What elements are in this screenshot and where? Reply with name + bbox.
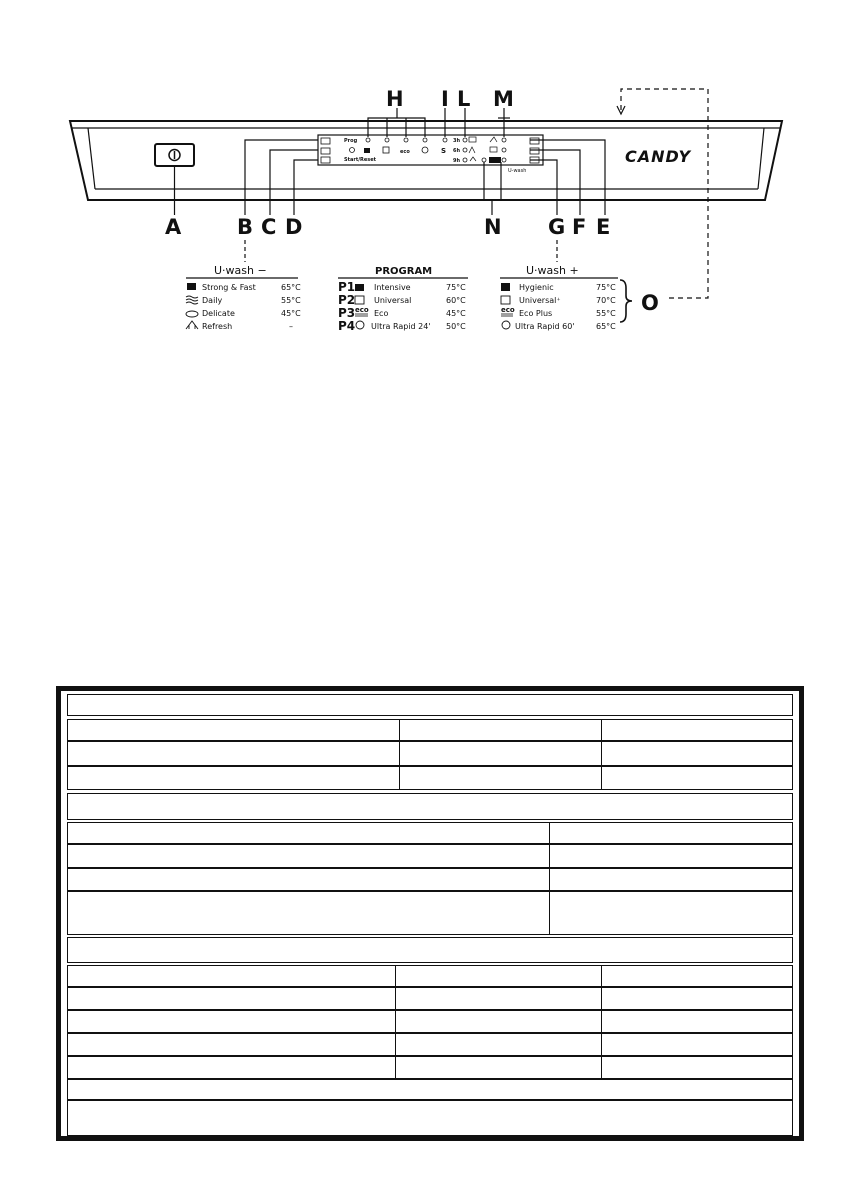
svg-text:Strong & Fast: Strong & Fast [202,283,256,292]
callout-d: D [285,215,303,239]
universal-plus-icon [501,296,510,304]
table-row [67,1100,793,1136]
callout-f: F [572,215,587,239]
program-legend [338,266,468,333]
delay-3h: 3h [453,138,461,144]
callout-h: H [386,87,404,111]
table-row [67,844,793,868]
svg-text:Refresh: Refresh [202,322,233,331]
table-row [67,822,793,844]
svg-text:65°C: 65°C [596,322,616,331]
intensive-icon [364,148,370,153]
table-row [67,793,793,820]
svg-text:Eco Plus: Eco Plus [519,309,553,318]
universal-icon [355,296,364,304]
svg-text:Hygienic: Hygienic [519,283,554,292]
svg-text:P3: P3 [338,306,356,320]
svg-text:Delicate: Delicate [202,309,235,318]
svg-text:P1: P1 [338,280,356,294]
brand-logo: CANDY [625,147,692,166]
table-row [67,965,793,987]
svg-text:50°C: 50°C [446,322,466,331]
uwash-minus-title: U·wash − [214,264,267,277]
callout-e: E [596,215,611,239]
display-area [318,135,543,174]
rapid24-icon [356,321,364,329]
callout-b: B [237,215,254,239]
eco-icon: eco [501,306,515,314]
svg-text:Ultra Rapid 60': Ultra Rapid 60' [515,322,575,331]
table-row [67,694,793,716]
eco-label: eco [400,149,410,155]
svg-text:Universal⁺: Universal⁺ [519,296,561,305]
delicate-icon [186,311,198,317]
svg-text:Ultra Rapid 24': Ultra Rapid 24' [371,322,431,331]
table-row [67,937,793,963]
waves-icon [186,296,198,304]
svg-text:65°C: 65°C [281,283,301,292]
uwash-plus-title: U·wash + [526,264,579,277]
svg-text:P2: P2 [338,293,356,307]
pot-icon [187,283,196,290]
spec-table [56,686,804,1141]
table-row [67,868,793,891]
svg-text:Daily: Daily [202,296,223,305]
svg-text:45°C: 45°C [446,309,466,318]
table-row [67,741,793,766]
uwash-plus-legend [500,264,632,331]
uwash-panel-label: U-wash [508,168,527,174]
table-row [67,1010,793,1033]
intensive-icon [355,284,364,291]
table-row [67,891,793,935]
callout-c: C [261,215,277,239]
svg-text:Universal: Universal [374,296,412,305]
refresh-icon [186,321,198,329]
svg-text:45°C: 45°C [281,309,301,318]
table-row [67,1079,793,1100]
digit-display [489,157,501,163]
svg-text:–: – [289,322,293,331]
svg-text:P4: P4 [338,319,356,333]
svg-text:60°C: 60°C [446,296,466,305]
s-icon: S [441,147,447,155]
table-row [67,1056,793,1079]
svg-text:55°C: 55°C [281,296,301,305]
svg-text:Eco: Eco [374,309,389,318]
program-title: PROGRAM [375,266,433,277]
eco-icon: eco [355,306,369,314]
rapid60-icon [502,321,510,329]
power-button[interactable] [155,144,194,166]
start-reset-label: Start/Reset [344,157,377,163]
svg-text:75°C: 75°C [446,283,466,292]
table-row [67,719,793,741]
delay-6h: 6h [453,148,461,154]
svg-text:70°C: 70°C [596,296,616,305]
callout-m: M [493,87,514,111]
svg-text:55°C: 55°C [596,309,616,318]
svg-text:75°C: 75°C [596,283,616,292]
prog-label: Prog [344,138,358,144]
callout-g: G [548,215,566,239]
uwash-minus-legend [186,264,301,331]
delay-9h: 9h [453,158,461,164]
svg-text:Intensive: Intensive [374,283,411,292]
brace-icon [620,280,632,322]
callout-l: L [457,87,471,111]
table-row [67,1033,793,1056]
callout-o: O [641,291,659,315]
callout-a: A [165,215,182,239]
callout-n: N [484,215,502,239]
callout-i: I [441,87,449,111]
control-panel-diagram [0,0,851,350]
table-row [67,987,793,1010]
table-row [67,766,793,790]
hygienic-icon [501,283,510,291]
